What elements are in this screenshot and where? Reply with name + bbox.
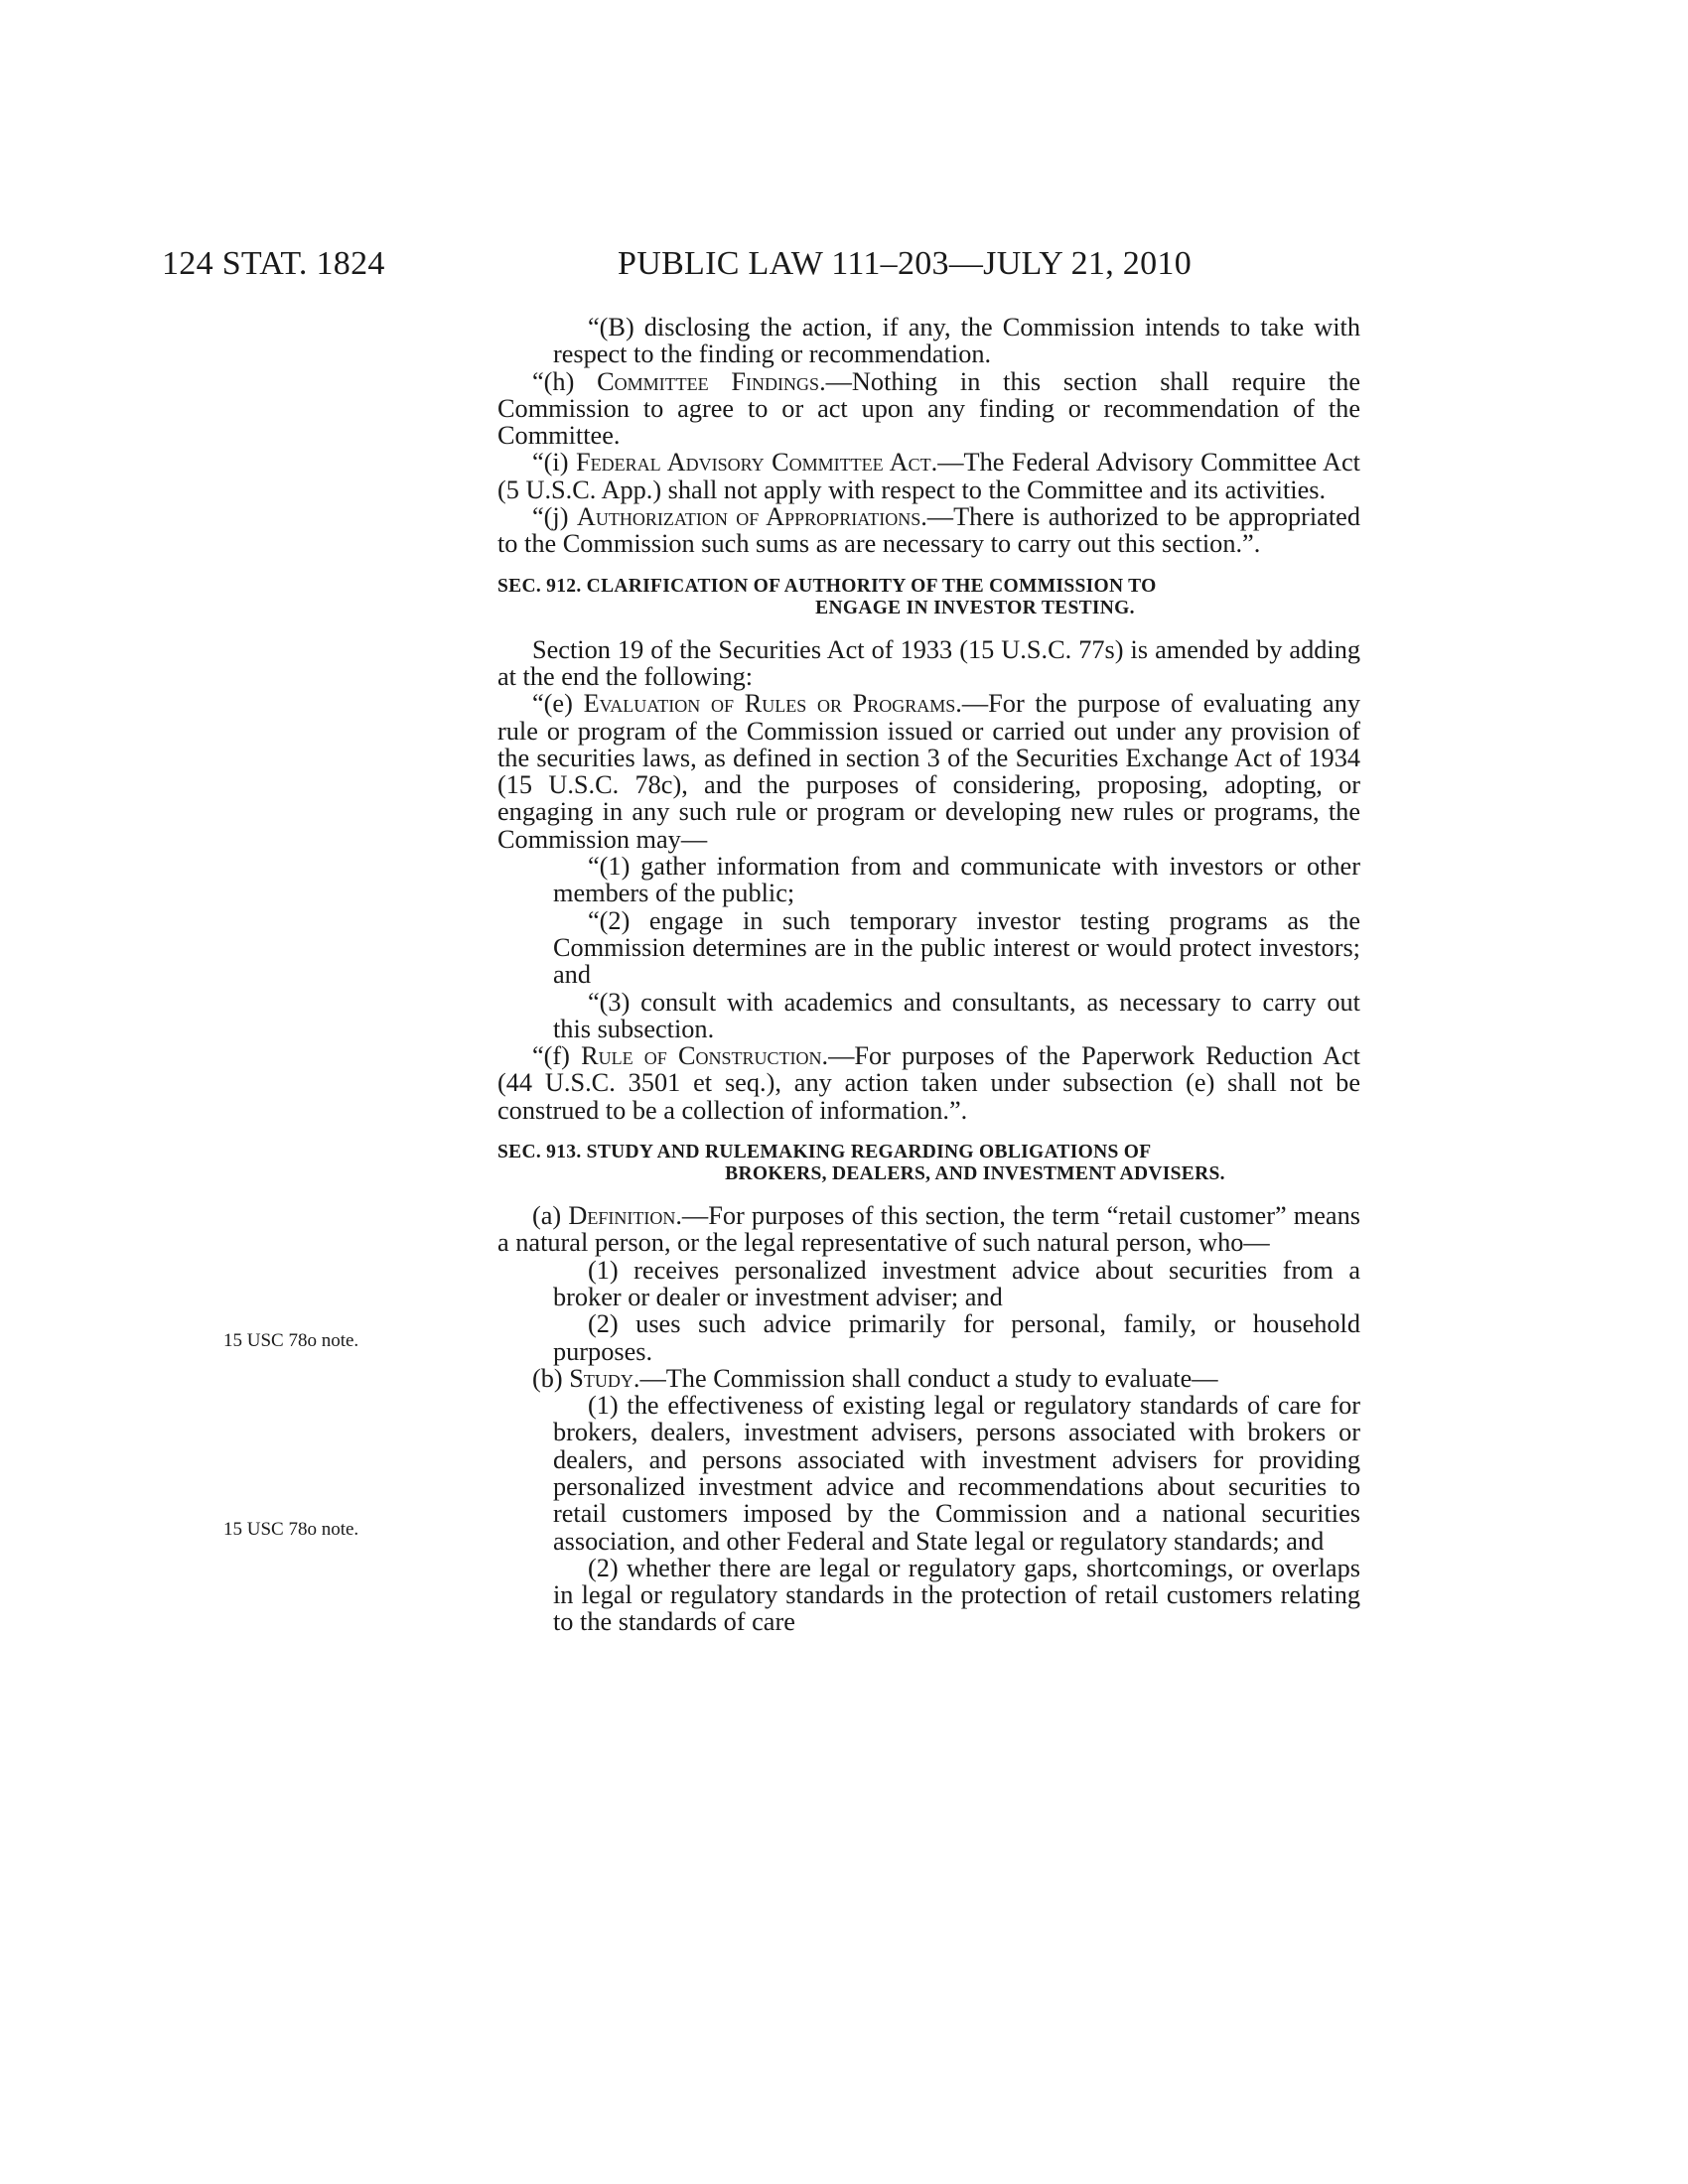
subsection-j: “(j) Authorization of Appropriations.—There is authorized to be appropriated to the Commission such sums as are necessary to carry out this section.”.: [497, 502, 1360, 559]
paragraph-e1: “(1) gather information from and communicate with investors or other members of the public;: [553, 852, 1360, 908]
subsection-f: “(f) Rule of Construction.—For purposes of the Paperwork Reduction Act (44 U.S.C. 3501 et seq.), any action taken under subsection (e) shall not be construed to be a collection of information.”.: [497, 1041, 1360, 1125]
subsection-e: “(e) Evaluation of Rules or Programs.—For the purpose of evaluating any rule or program of the Commission issued or carried out under any provision of the securities laws, as defined in section 3 of the Securities Exchange Act of 1934 (15 U.S.C. 78c), and the purposes of considering, proposing, adopting, or engaging in any such rule or program or developing new rules or programs, the Commission may—: [497, 689, 1360, 854]
statute-page-number: 124 STAT. 1824: [162, 245, 385, 282]
subsection-heading: Committee Findings: [597, 366, 820, 396]
subsection-heading: Evaluation of Rules or Programs: [583, 689, 956, 719]
section-912-intro: Section 19 of the Securities Act of 1933 (15 U.S.C. 77s) is amended by adding at the end the following:: [497, 634, 1360, 691]
paragraph-b1: (1) the effectiveness of existing legal or regulatory standards of care for brokers, dealers, investment advisers, persons associated with brokers or dealers, and persons associated with investment advisers for providing personalized investment advice and recommendations about securities to retail customers imposed by the Commission and a national securities association, and other Federal and State legal or regulatory standards; and: [553, 1391, 1360, 1556]
paragraph-e2: “(2) engage in such temporary investor testing programs as the Commission determines are in the public interest or would protect investors; and: [553, 905, 1360, 990]
margin-note: 15 USC 78o note.: [223, 1330, 359, 1351]
margin-note: 15 USC 78o note.: [223, 1519, 359, 1540]
paragraph-b2: (2) whether there are legal or regulatory gaps, shortcomings, or overlaps in legal or regulatory standards in the protection of retail customers relating to the standards of care: [553, 1553, 1360, 1637]
paragraph-a1: (1) receives personalized investment advice about securities from a broker or dealer or investment adviser; and: [553, 1255, 1360, 1311]
subsection-i: “(i) Federal Advisory Committee Act.—The Federal Advisory Committee Act (5 U.S.C. App.) shall not apply with respect to the Committee and its activities.: [497, 448, 1360, 504]
subsection-heading: Federal Advisory Committee Act: [575, 448, 931, 478]
subsection-heading: Definition: [568, 1201, 676, 1231]
paragraph-a2: (2) uses such advice primarily for personal, family, or household purposes.: [553, 1309, 1360, 1366]
section-913-heading: SEC. 913. STUDY AND RULEMAKING REGARDING OBLIGATIONS OF BROKERS, DEALERS, AND INVESTMENT ADVISERS.: [497, 1142, 1225, 1185]
paragraph-e3: “(3) consult with academics and consultants, as necessary to carry out this subsection.: [553, 987, 1360, 1043]
section-912-heading: SEC. 912. CLARIFICATION OF AUTHORITY OF THE COMMISSION TO ENGAGE IN INVESTOR TESTING.: [497, 575, 1157, 618]
subsection-heading: Study: [569, 1363, 633, 1393]
running-header-title: PUBLIC LAW 111–203—JULY 21, 2010: [618, 245, 1193, 282]
document-body: [497, 314, 1360, 1636]
subsection-heading: Rule of Construction: [581, 1041, 822, 1071]
subsection-h: “(h) Committee Findings.—Nothing in this section shall require the Commission to agree to or act upon any finding or recommendation of the Committee.: [497, 366, 1361, 451]
paragraph-b: “(B) disclosing the action, if any, the Commission intends to take with respect to the finding or recommendation.: [553, 313, 1360, 369]
subsection-b: (b) Study.—The Commission shall conduct a study to evaluate—: [532, 1363, 1218, 1393]
subsection-a: (a) Definition.—For purposes of this section, the term “retail customer” means a natural person, or the legal representative of such natural person, who—: [497, 1201, 1360, 1258]
subsection-heading: Authorization of Appropriations: [576, 502, 921, 532]
